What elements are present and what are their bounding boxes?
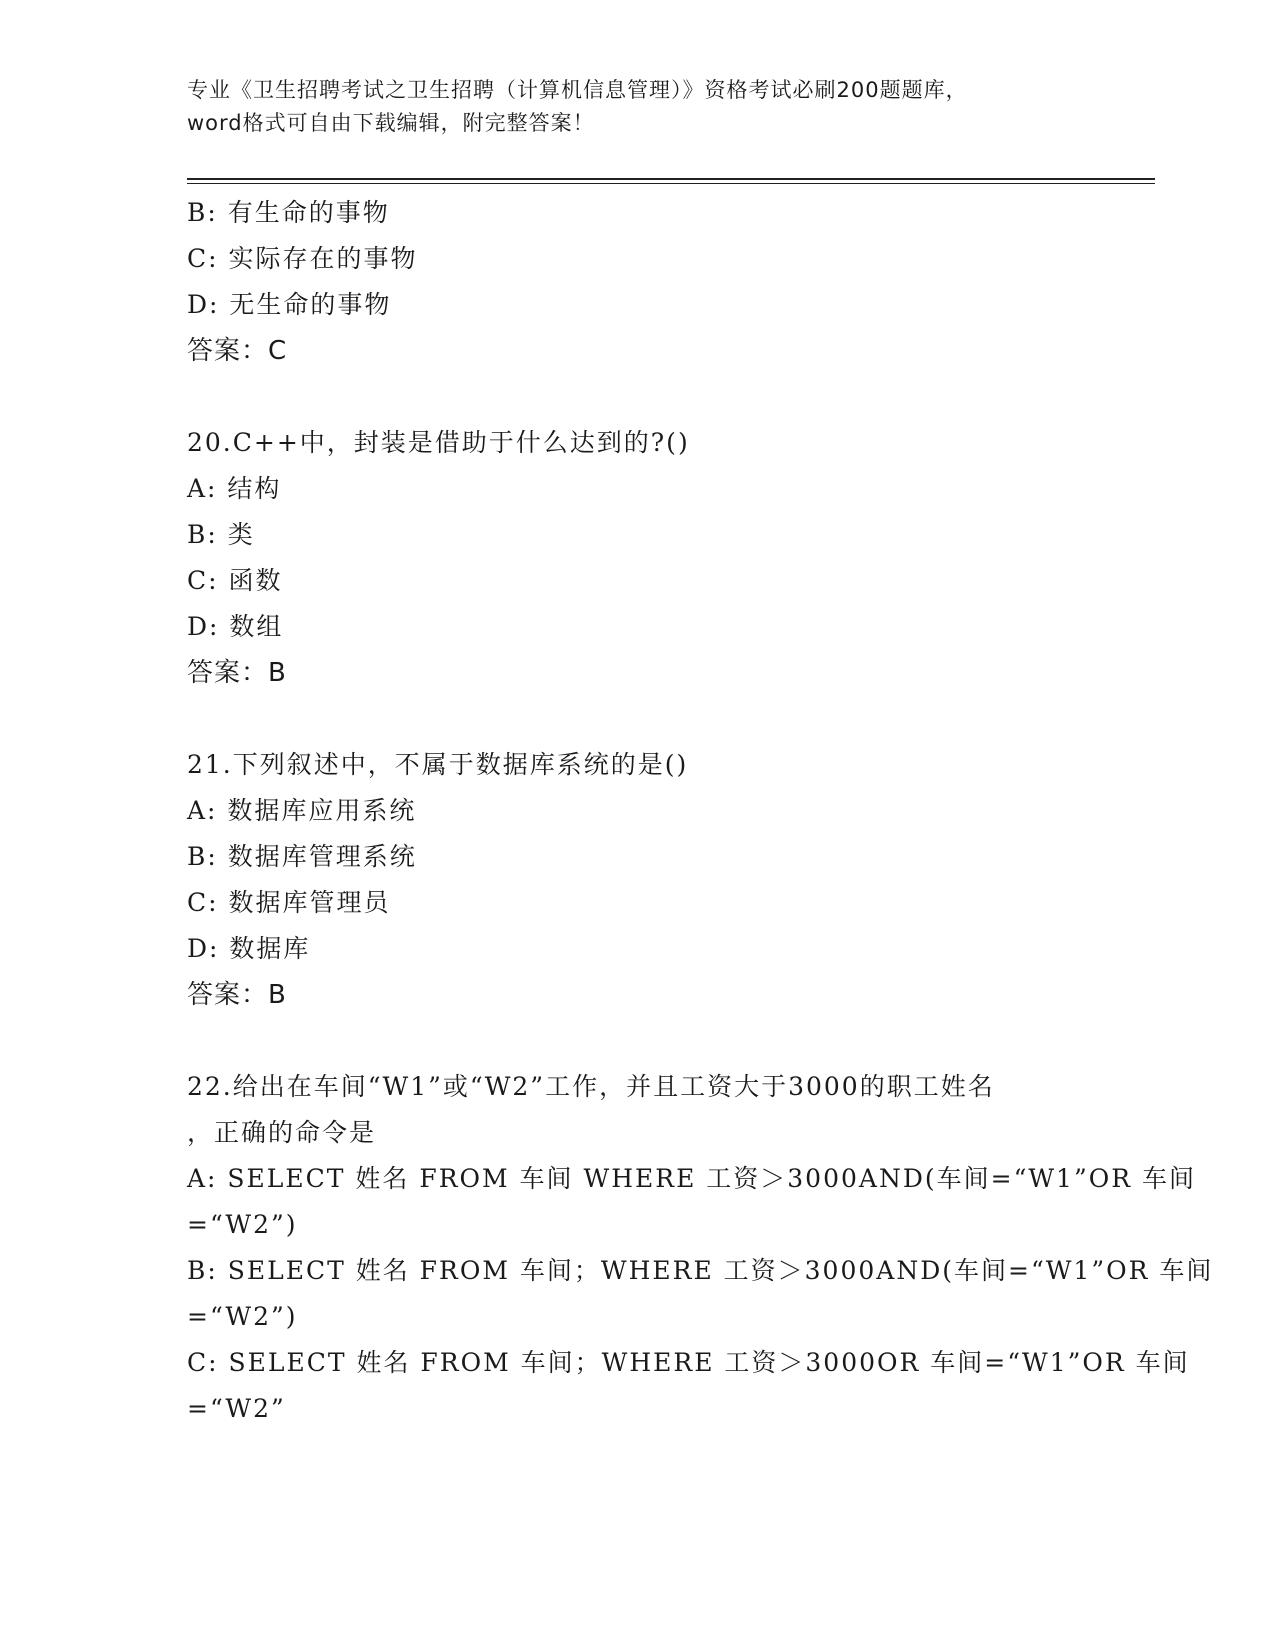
question-19-tail [187,190,1087,374]
option-d: D: 数据库 [187,934,311,963]
option-c-line-2: =“W2” [187,1394,286,1423]
option-a: A: 数据库应用系统 [187,796,417,825]
document-header [187,74,1087,140]
option-a-line-2: =“W2”) [187,1210,298,1239]
question-stem-line-2: ，正确的命令是 [187,1118,377,1147]
answer-line: 答案：B [187,980,287,1010]
option-b-line-2: =“W2”) [187,1302,298,1331]
option-a: A: 结构 [187,474,282,503]
answer-line: 答案：C [187,336,288,366]
question-stem: 21.下列叙述中，不属于数据库系统的是() [187,750,689,779]
option-c-line-1: C: SELECT 姓名 FROM 车间；WHERE 工资＞3000OR 车间=“W1”OR 车间 [187,1348,1190,1377]
option-b: B: 类 [187,520,255,549]
option-d: D: 无生命的事物 [187,290,392,319]
question-stem-line-1: 22.给出在车间“W1”或“W2”工作，并且工资大于3000的职工姓名 [187,1072,995,1101]
option-b: B: 数据库管理系统 [187,842,417,871]
header-divider-thin [187,183,1155,184]
option-b-line-1: B: SELECT 姓名 FROM 车间；WHERE 工资＞3000AND(车间=“W1”OR 车间 [187,1256,1214,1285]
spacer [187,374,1087,420]
option-a-line-1: A: SELECT 姓名 FROM 车间 WHERE 工资＞3000AND(车间=“W1”OR 车间 [187,1164,1196,1193]
answer-line: 答案：B [187,658,287,688]
option-c: C: 实际存在的事物 [187,244,418,273]
option-d: D: 数组 [187,612,284,641]
spacer [187,696,1087,742]
header-title-line-1: 专业《卫生招聘考试之卫生招聘（计算机信息管理）》资格考试必刷200题题库， [187,78,968,102]
header-divider-thick [187,178,1155,180]
question-stem: 20.C++中，封装是借助于什么达到的?() [187,428,690,457]
option-c: C: 数据库管理员 [187,888,391,917]
question-22 [187,1064,1214,1432]
option-b: B: 有生命的事物 [187,198,390,227]
header-title-line-2: word格式可自由下载编辑，附完整答案！ [187,111,595,135]
question-21 [187,742,1087,1018]
option-c: C: 函数 [187,566,283,595]
question-list [187,190,1214,1432]
question-20 [187,420,1087,696]
spacer [187,1018,1087,1064]
